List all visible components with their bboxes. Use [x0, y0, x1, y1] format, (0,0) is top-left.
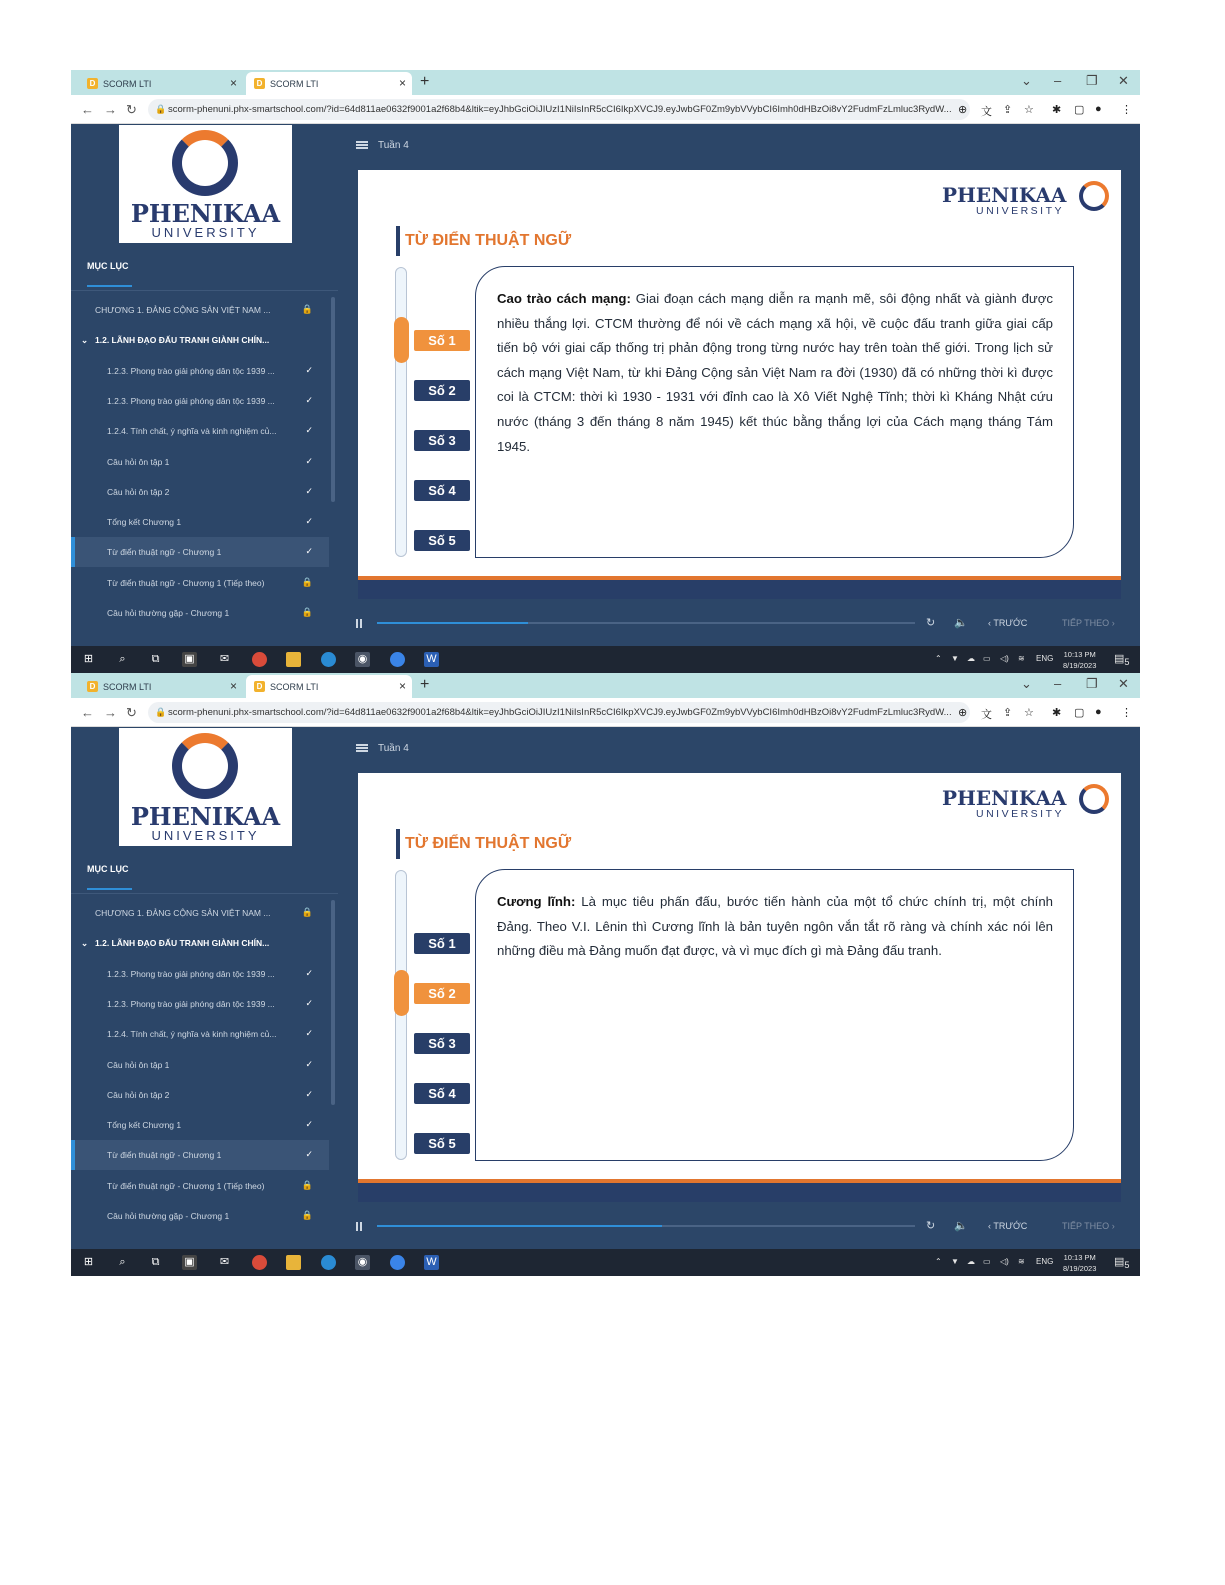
tab-label: SCORM LTI: [270, 681, 319, 692]
mail-icon[interactable]: ✉: [219, 1256, 230, 1268]
check-icon: ✓: [305, 364, 313, 375]
toc-item[interactable]: [71, 537, 329, 567]
tray-chevron-icon[interactable]: ⌃: [935, 654, 942, 663]
extensions-icon[interactable]: ✱: [1052, 707, 1062, 719]
toc-item[interactable]: [71, 386, 329, 416]
star-icon[interactable]: ☆: [1024, 707, 1034, 719]
logo-brand: PHENIKAA: [130, 802, 281, 831]
toc-item-label: Câu hỏi ôn tập 2: [107, 486, 170, 497]
chrome-active-icon[interactable]: ◉: [355, 1255, 370, 1270]
new-tab-icon[interactable]: +: [420, 73, 430, 90]
onedrive-icon[interactable]: ☁: [967, 1257, 975, 1266]
progress-fill: [377, 622, 528, 624]
menu-icon[interactable]: [356, 141, 368, 149]
install-icon[interactable]: ⊕: [958, 104, 968, 116]
star-icon[interactable]: ☆: [1024, 104, 1034, 116]
number-button-4[interactable]: Số 4: [414, 1083, 470, 1104]
store-icon[interactable]: ▣: [182, 1255, 197, 1270]
slide-logo-university: UNIVERSITY: [976, 205, 1065, 217]
lock-icon: 🔒: [301, 607, 313, 617]
sidebar: [71, 125, 338, 646]
check-icon: ✓: [305, 1028, 313, 1039]
slide-logo: [942, 183, 1112, 223]
share-icon[interactable]: ⇪: [1003, 104, 1013, 116]
lock-icon: 🔒: [155, 104, 167, 114]
menu-icon[interactable]: [356, 744, 368, 752]
toc-item[interactable]: [71, 1050, 329, 1080]
translate-icon[interactable]: 文: [981, 709, 992, 721]
volume-icon[interactable]: 🔈: [954, 617, 968, 629]
term: Cương lĩnh:: [497, 894, 576, 909]
address-bar: [71, 95, 1140, 124]
check-icon: ✓: [305, 546, 313, 557]
toc-item-label: Từ điển thuật ngữ - Chương 1: [107, 547, 222, 558]
notification-count: 5: [1124, 1260, 1130, 1271]
browser-tab-1[interactable]: [79, 72, 243, 95]
back-icon[interactable]: ←: [81, 102, 94, 117]
week-label: Tuần 4: [378, 140, 409, 151]
week-header: [356, 743, 409, 754]
volume-icon[interactable]: 🔈: [954, 1220, 968, 1232]
toc-item-label: 1.2.4. Tính chất, ý nghĩa và kinh nghiệm củ...: [107, 426, 277, 437]
lock-icon: 🔒: [301, 576, 313, 587]
url-text: scorm-phenuni.phx-smartschool.com/?id=64d811ae0632f9001a2f68b4&ltik=eyJhbGciOiJIUzI1NiIsInR5cCI6IkpXVCJ9.eyJwbGF0Zm9ybVVybCI6Imh0dHBzOi8vY2FudmFzLmluc3RydW...: [168, 104, 952, 115]
tab-bar: [71, 70, 1140, 95]
zoom-icon[interactable]: [390, 1255, 405, 1270]
toc-item[interactable]: [71, 1171, 329, 1201]
toc-title-underline: [87, 285, 132, 287]
toc-item[interactable]: [71, 416, 329, 446]
toc-item-label: 1.2. LÃNH ĐẠO ĐẤU TRANH GIÀNH CHÍN...: [95, 938, 270, 949]
screenshot-2: [71, 673, 1140, 1276]
screenshot-1: [71, 70, 1140, 673]
tab-favicon-icon: D: [254, 78, 265, 89]
zoom-icon[interactable]: [390, 652, 405, 667]
check-icon: ✓: [305, 1149, 313, 1160]
prev-label: TRƯỚC: [993, 1221, 1028, 1231]
onedrive-icon[interactable]: ☁: [967, 654, 975, 663]
lock-icon: 🔒: [301, 1210, 313, 1220]
toc-item[interactable]: [71, 507, 329, 537]
sidepanel-icon[interactable]: ▢: [1074, 707, 1085, 719]
antivirus-icon[interactable]: ▼: [951, 654, 959, 663]
reload-icon[interactable]: ↻: [126, 705, 137, 720]
toc-item-label: Từ điển thuật ngữ - Chương 1 (Tiếp theo): [107, 577, 265, 588]
toc-item[interactable]: [71, 356, 329, 386]
phenikaa-logo: [119, 728, 292, 846]
extensions-icon[interactable]: ✱: [1052, 104, 1062, 116]
speaker-icon[interactable]: ◁): [1000, 1257, 1009, 1266]
term: Cao trào cách mạng:: [497, 291, 631, 306]
slide-logo-ring-icon: [1079, 784, 1109, 814]
toc-item[interactable]: [71, 898, 329, 928]
check-icon: ✓: [305, 1119, 313, 1130]
next-label: TIẾP THEO: [1062, 618, 1110, 628]
notification-count: 5: [1124, 657, 1130, 668]
number-button-3[interactable]: Số 3: [414, 430, 470, 451]
toc-item-label: Câu hỏi thường gặp - Chương 1: [107, 608, 230, 618]
toc-title: MỤC LỤC: [87, 261, 129, 271]
toc-item-label: Câu hỏi ôn tập 1: [107, 1059, 170, 1070]
install-icon[interactable]: ⊕: [958, 707, 968, 719]
next-button[interactable]: TIẾP THEO ›: [1062, 618, 1115, 628]
tab-search-icon[interactable]: ⌄: [1021, 676, 1032, 691]
task-view-icon[interactable]: ⧉: [151, 653, 160, 665]
toc-item-label: Tổng kết Chương 1: [107, 517, 182, 528]
search-icon[interactable]: ⌕: [119, 1256, 126, 1268]
clock-date: 8/19/2023: [1063, 661, 1097, 670]
definition: Giai đoạn cách mạng diễn ra mạnh mẽ, sôi động nhất và giành được nhiều thắng lợi. CTCM thường để nói về cách mạng xã hội, về cuộc đấu tranh giữa giai cấp tiến bộ với giai cấp thống trị phản động trong từng nước hay trên toàn thế giới. Trong lịch sử cách mạng Việt Nam, từ khi Đảng Cộng sản Việt Nam ra đời (1930) đã có những thời kì được coi là CTCM: thời kì 1930 - 1931 với đỉnh cao là Xô Viết Nghệ Tĩnh; thời kì Kháng Nhật cứu nước (tháng 3 đến tháng 8 năm 1945) kết thúc bằng thắng lợi của Cách mạng tháng Tám 1945.: [497, 291, 1053, 454]
chrome-active-icon[interactable]: ◉: [355, 652, 370, 667]
url-text: scorm-phenuni.phx-smartschool.com/?id=64d811ae0632f9001a2f68b4&ltik=eyJhbGciOiJIUzI1NiIsInR5cCI6IkpXVCJ9.eyJwbGF0Zm9ybVVybCI6Imh0dHBzOi8vY2FudmFzLmluc3RydW...: [168, 707, 952, 718]
tab-favicon-icon: D: [87, 78, 98, 89]
forward-icon[interactable]: →: [104, 705, 117, 720]
definition-box: [475, 869, 1074, 1161]
toc-item-label: Tổng kết Chương 1: [107, 1120, 182, 1131]
definition: Là mục tiêu phấn đấu, bước tiến hành của một tổ chức chính trị, một chính Đảng. Theo V.I. Lênin thì Cương lĩnh là bản tuyên ngôn vắn tắt rõ ràng và chính xác nói lên những điều mà Đảng muốn đạt được, và vì mục đích gì mà Đảng đấu tranh.: [497, 894, 1053, 959]
toc-item[interactable]: [71, 928, 329, 958]
check-icon: ✓: [305, 1058, 313, 1069]
lock-icon: 🔒: [301, 304, 313, 314]
wifi-icon[interactable]: ≋: [1018, 654, 1025, 663]
tab-label: SCORM LTI: [103, 78, 152, 89]
number-button-1[interactable]: Số 1: [414, 330, 470, 351]
number-button-2[interactable]: Số 2: [414, 983, 470, 1004]
tray-chevron-icon[interactable]: ⌃: [935, 1257, 942, 1266]
start-icon[interactable]: ⊞: [83, 653, 94, 665]
tab-label: SCORM LTI: [270, 78, 319, 89]
slide-logo-brand: PHENIKAA: [942, 183, 1067, 207]
close-tab-icon[interactable]: ×: [398, 76, 406, 90]
profile-avatar-icon[interactable]: ●: [1095, 706, 1102, 718]
address-bar: [71, 698, 1140, 727]
check-icon: ✓: [305, 516, 313, 527]
toc-item-label: 1.2.3. Phong trào giải phóng dân tộc 1939 ...: [107, 968, 275, 979]
logo-university: UNIVERSITY: [151, 225, 260, 240]
edge-icon[interactable]: [321, 652, 336, 667]
tab-label: SCORM LTI: [103, 681, 152, 692]
number-button-3[interactable]: Số 3: [414, 1033, 470, 1054]
replay-icon[interactable]: ↻: [926, 617, 936, 629]
notification-icon[interactable]: $▤_5$: [1114, 1256, 1130, 1271]
chevron-down-icon[interactable]: ⌄: [81, 335, 89, 346]
sidebar-scrollbar[interactable]: [331, 297, 335, 502]
slide-title: TỪ ĐIỂN THUẬT NGỮ: [396, 829, 571, 859]
number-button-5[interactable]: Số 5: [414, 1133, 470, 1154]
slide: [358, 773, 1121, 1202]
browser-menu-icon[interactable]: ⋮: [1121, 104, 1132, 116]
toc-item[interactable]: [71, 959, 329, 989]
clock-date: 8/19/2023: [1063, 1264, 1097, 1273]
explorer-icon[interactable]: [286, 1255, 301, 1270]
clock[interactable]: [1063, 649, 1096, 671]
minimize-icon[interactable]: –: [1054, 676, 1062, 691]
start-icon[interactable]: ⊞: [83, 1256, 94, 1268]
check-icon: ✓: [305, 997, 313, 1008]
battery-icon[interactable]: ▭: [983, 654, 991, 663]
check-icon: ✓: [305, 425, 313, 436]
replay-icon[interactable]: ↻: [926, 1220, 936, 1232]
toc-item-label: 1.2.3. Phong trào giải phóng dân tộc 1939 ...: [107, 998, 275, 1009]
toc-item[interactable]: [71, 989, 329, 1019]
prev-label: TRƯỚC: [993, 618, 1028, 628]
clock[interactable]: [1063, 1252, 1096, 1274]
progress-fill: [377, 1225, 662, 1227]
toc-item-label: 1.2.4. Tính chất, ý nghĩa và kinh nghiệm củ...: [107, 1029, 277, 1040]
restore-icon[interactable]: ❐: [1086, 676, 1098, 691]
sidebar-scrollbar[interactable]: [331, 900, 335, 1105]
back-icon[interactable]: ←: [81, 705, 94, 720]
mail-icon[interactable]: ✉: [219, 653, 230, 665]
browser-tab-1[interactable]: [79, 675, 243, 698]
toc-item[interactable]: [71, 1019, 329, 1049]
slide-logo-university: UNIVERSITY: [976, 808, 1065, 820]
slide-logo: [942, 786, 1112, 826]
logo-university: UNIVERSITY: [151, 828, 260, 843]
check-icon: ✓: [305, 485, 313, 496]
sidepanel-icon[interactable]: ▢: [1074, 104, 1085, 116]
toc-item-label: Từ điển thuật ngữ - Chương 1: [107, 1150, 222, 1161]
close-window-icon[interactable]: ✕: [1118, 676, 1129, 691]
tab-favicon-icon: D: [87, 681, 98, 692]
antivirus-icon[interactable]: ▼: [951, 1257, 959, 1266]
check-icon: ✓: [305, 394, 313, 405]
number-button-2[interactable]: Số 2: [414, 380, 470, 401]
taskbar: [71, 1249, 1140, 1276]
toc-title-underline: [87, 888, 132, 890]
prev-button[interactable]: ‹ TRƯỚC: [988, 1221, 1028, 1231]
word-icon[interactable]: W: [424, 1255, 439, 1270]
next-button[interactable]: TIẾP THEO ›: [1062, 1221, 1115, 1231]
minimize-icon[interactable]: –: [1054, 73, 1062, 88]
number-button-1[interactable]: Số 1: [414, 933, 470, 954]
browser-tab-2[interactable]: [246, 72, 412, 95]
tab-bar: [71, 673, 1140, 698]
notification-icon[interactable]: $▤_5$: [1114, 653, 1130, 668]
profile-avatar-icon[interactable]: ●: [1095, 103, 1102, 115]
tab-search-icon[interactable]: ⌄: [1021, 73, 1032, 88]
close-tab-icon[interactable]: ×: [229, 76, 237, 90]
progress-bar[interactable]: [377, 622, 915, 624]
chevron-down-icon[interactable]: ⌄: [81, 938, 89, 949]
clock-time: 10:13 PM: [1063, 1253, 1096, 1262]
chrome-icon[interactable]: [252, 1255, 267, 1270]
task-view-icon[interactable]: ⧉: [151, 1256, 160, 1268]
toc-item[interactable]: [71, 598, 329, 628]
language-indicator[interactable]: ENG: [1036, 654, 1054, 663]
check-icon: ✓: [305, 1088, 313, 1099]
forward-icon[interactable]: →: [104, 102, 117, 117]
slide-footer: [358, 580, 1121, 599]
slide-footer: [358, 1183, 1121, 1202]
divider: [71, 893, 338, 894]
reload-icon[interactable]: ↻: [126, 102, 137, 117]
toc-item-label: CHƯƠNG 1. ĐẢNG CỘNG SẢN VIỆT NAM ...: [95, 908, 271, 918]
slide-logo-brand: PHENIKAA: [942, 786, 1067, 810]
progress-bar[interactable]: [377, 1225, 915, 1227]
speaker-icon[interactable]: ◁): [1000, 654, 1009, 663]
translate-icon[interactable]: 文: [981, 106, 992, 118]
clock-time: 10:13 PM: [1063, 650, 1096, 659]
toc-item[interactable]: [71, 1110, 329, 1140]
tab-favicon-icon: D: [254, 681, 265, 692]
toc-item-label: 1.2.3. Phong trào giải phóng dân tộc 1939 ...: [107, 365, 275, 376]
check-icon: ✓: [305, 967, 313, 978]
rail-slider-handle[interactable]: [394, 317, 409, 363]
lock-icon: 🔒: [301, 1179, 313, 1190]
sidebar: [71, 728, 338, 1249]
lock-icon: 🔒: [301, 907, 313, 917]
browser-tab-2[interactable]: [246, 675, 412, 698]
number-button-5[interactable]: Số 5: [414, 530, 470, 551]
restore-icon[interactable]: ❐: [1086, 73, 1098, 88]
toc-item-label: Câu hỏi ôn tập 1: [107, 456, 170, 467]
close-tab-icon[interactable]: ×: [398, 679, 406, 693]
slide-title: TỪ ĐIỂN THUẬT NGỮ: [396, 226, 571, 256]
next-label: TIẾP THEO: [1062, 1221, 1110, 1231]
logo-brand: PHENIKAA: [130, 199, 281, 228]
toc-item[interactable]: [71, 447, 329, 477]
toc-item[interactable]: [71, 1140, 329, 1170]
prev-button[interactable]: ‹ TRƯỚC: [988, 618, 1028, 628]
slide-logo-ring-icon: [1079, 181, 1109, 211]
toc-title: MỤC LỤC: [87, 864, 129, 874]
toc-item[interactable]: [71, 325, 329, 355]
close-tab-icon[interactable]: ×: [229, 679, 237, 693]
phenikaa-logo: [119, 125, 292, 243]
store-icon[interactable]: ▣: [182, 652, 197, 667]
url-field[interactable]: [148, 99, 970, 120]
check-icon: ✓: [305, 455, 313, 466]
week-header: [356, 140, 409, 151]
definition-box: [475, 266, 1074, 558]
toc-item-label: CHƯƠNG 1. ĐẢNG CỘNG SẢN VIỆT NAM ...: [95, 305, 271, 315]
pause-button[interactable]: [356, 619, 362, 628]
toc-item[interactable]: [71, 1080, 329, 1110]
number-rail: [395, 267, 407, 557]
edge-icon[interactable]: [321, 1255, 336, 1270]
new-tab-icon[interactable]: +: [420, 676, 430, 693]
toc-item-label: 1.2. LÃNH ĐẠO ĐẤU TRANH GIÀNH CHÍN...: [95, 335, 270, 346]
search-icon[interactable]: ⌕: [119, 653, 126, 665]
battery-icon[interactable]: ▭: [983, 1257, 991, 1266]
toc-item-label: 1.2.3. Phong trào giải phóng dân tộc 1939 ...: [107, 395, 275, 406]
toc-item-label: Từ điển thuật ngữ - Chương 1 (Tiếp theo): [107, 1180, 265, 1191]
toc-item[interactable]: [71, 477, 329, 507]
pause-button[interactable]: [356, 1222, 362, 1231]
logo-ring-icon: [172, 733, 238, 799]
url-field[interactable]: [148, 702, 970, 723]
chrome-icon[interactable]: [252, 652, 267, 667]
logo-ring-icon: [172, 130, 238, 196]
wifi-icon[interactable]: ≋: [1018, 1257, 1025, 1266]
number-button-4[interactable]: Số 4: [414, 480, 470, 501]
browser-menu-icon[interactable]: ⋮: [1121, 707, 1132, 719]
explorer-icon[interactable]: [286, 652, 301, 667]
divider: [71, 290, 338, 291]
slide: [358, 170, 1121, 599]
week-label: Tuần 4: [378, 743, 409, 754]
toc-item-label: Câu hỏi ôn tập 2: [107, 1089, 170, 1100]
rail-slider-handle[interactable]: [394, 970, 409, 1016]
close-window-icon[interactable]: ✕: [1118, 73, 1129, 88]
word-icon[interactable]: W: [424, 652, 439, 667]
lock-icon: 🔒: [155, 707, 167, 717]
toc-item-label: Câu hỏi thường gặp - Chương 1: [107, 1211, 230, 1221]
toc-item[interactable]: [71, 568, 329, 598]
share-icon[interactable]: ⇪: [1003, 707, 1013, 719]
toc-item[interactable]: [71, 295, 329, 325]
toc-item[interactable]: [71, 1201, 329, 1231]
language-indicator[interactable]: ENG: [1036, 1257, 1054, 1266]
taskbar: [71, 646, 1140, 673]
